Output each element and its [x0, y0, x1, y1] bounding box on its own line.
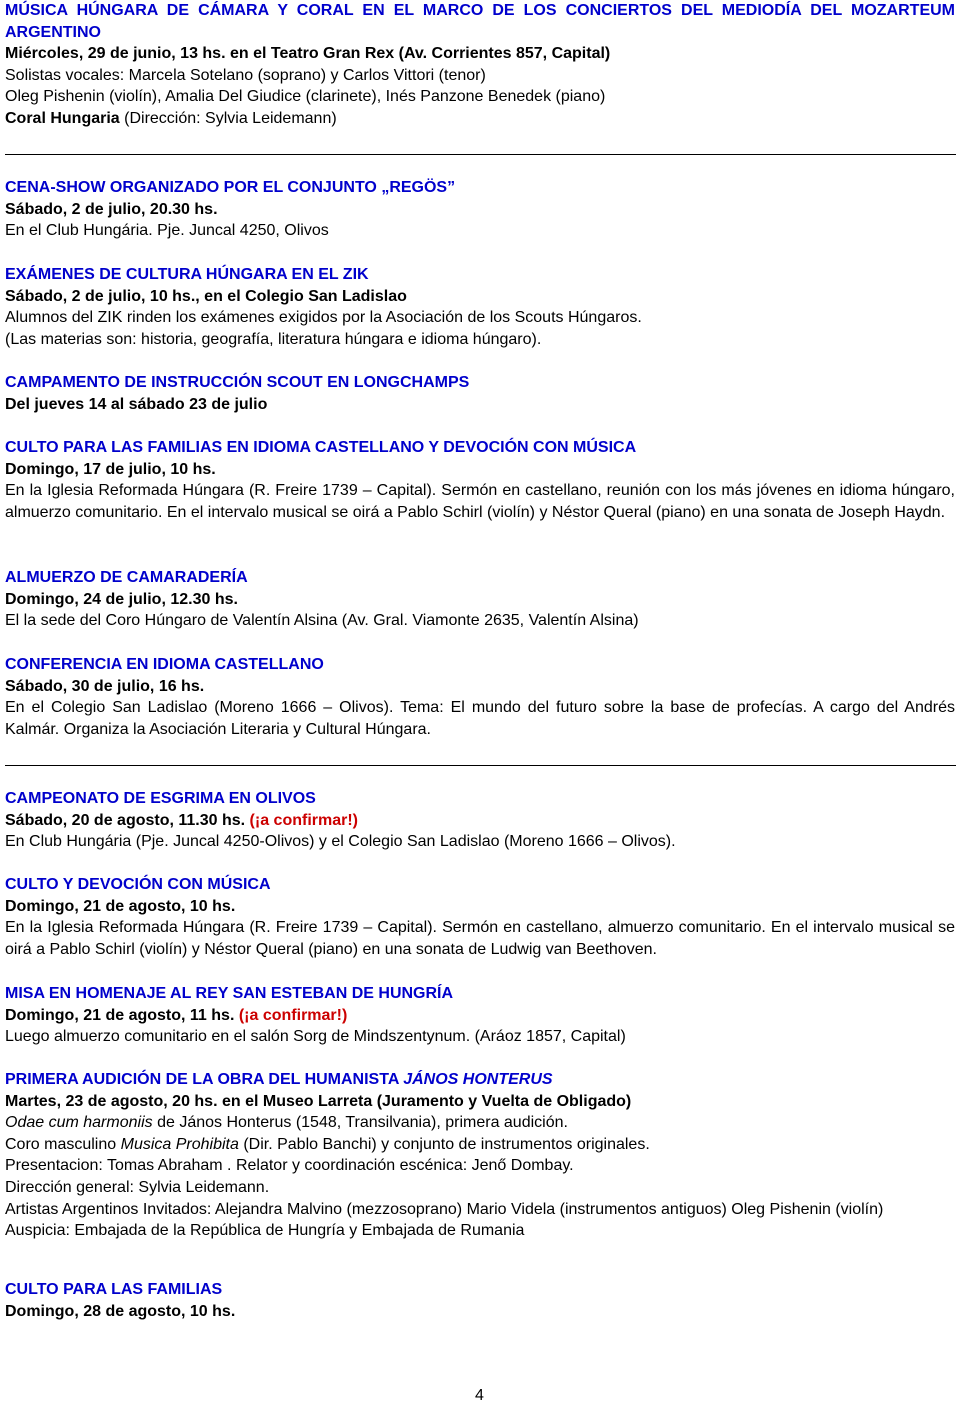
- section-date: Domingo, 21 de agosto, 10 hs.: [5, 897, 236, 915]
- section-text: El la sede del Coro Húngaro de Valentín Alsina (Av. Gral. Viamonte 2635, Valentín Alsina): [5, 612, 639, 630]
- section-text: En la Iglesia Reformada Húngara (R. Freire 1739 – Capital). Sermón en castellano, reunión con los más jóvenes en idioma húngaro, almuerzo comunitario. En el intervalo musical se oirá a Pablo Schirl (violín) y Néstor Queral (piano) en una sonata de Joseph Haydn.: [5, 482, 955, 521]
- confirm-note: (¡a confirmar!): [238, 1006, 348, 1024]
- section-title: MÚSICA HÚNGARA DE CÁMARA Y CORAL EN EL MARCO DE LOS CONCIERTOS DEL MEDIODÍA DEL MOZARTEUM ARGENTINO: [5, 2, 955, 41]
- horizontal-rule: [5, 154, 956, 155]
- section-honterus: [5, 1069, 955, 1242]
- section-text: En el Colegio San Ladislao (Moreno 1666 – Olivos). Tema: El mundo del futuro sobre la base de profecías. A cargo del Andrés Kalmár. Organiza la Asociación Literaria y Cultural Húngara.: [5, 699, 955, 738]
- section-title: CULTO Y DEVOCIÓN CON MÚSICA: [5, 876, 271, 893]
- section-date: Sábado, 2 de julio, 20.30 hs.: [5, 200, 218, 218]
- section-date: Sábado, 2 de julio, 10 hs.: [5, 287, 196, 305]
- section-title-italic: JÁNOS HONTERUS: [403, 1071, 553, 1088]
- section-title: CULTO PARA LAS FAMILIAS: [5, 1281, 223, 1298]
- choir-name: Musica Prohibita: [120, 1135, 239, 1153]
- section-date: Martes, 23 de agosto, 20 hs. en el Museo Larreta (Juramento y Vuelta de Obligado): [5, 1092, 632, 1110]
- section-text: [5, 1134, 955, 1156]
- section-text: Solistas vocales: Marcela Sotelano (soprano) y Carlos Vittori (tenor): [5, 66, 486, 84]
- section-text: Auspicia: Embajada de la República de Hungría y Embajada de Rumania: [5, 1222, 525, 1240]
- section-text: Luego almuerzo comunitario en el salón Sorg de Mindszentynum. (Aráoz 1857, Capital): [5, 1028, 626, 1046]
- section-title: CAMPAMENTO DE INSTRUCCIÓN SCOUT EN LONGCHAMPS: [5, 374, 470, 391]
- work-title: Odae cum harmoniis: [5, 1114, 153, 1132]
- section-date: Domingo, 28 de agosto, 10 hs.: [5, 1302, 236, 1320]
- section-title: MISA EN HOMENAJE AL REY SAN ESTEBAN DE HUNGRÍA: [5, 985, 454, 1002]
- section-cena-show: [5, 177, 955, 242]
- section-date-line: [5, 1005, 955, 1027]
- section-title: CULTO PARA LAS FAMILIAS EN IDIOMA CASTELLANO Y DEVOCIÓN CON MÚSICA: [5, 439, 637, 456]
- section-almuerzo: [5, 567, 955, 632]
- section-title-text: PRIMERA AUDICIÓN DE LA OBRA DEL HUMANISTA: [5, 1071, 404, 1088]
- confirm-note: (¡a confirmar!): [249, 811, 358, 829]
- section-culto-familias-agosto: [5, 1279, 955, 1322]
- section-text: En la Iglesia Reformada Húngara (R. Freire 1739 – Capital). Sermón en castellano, almuerzo comunitario. En el intervalo musical se oirá a Pablo Schirl (violín) y Néstor Queral (piano) en una sonata de Ludwig van Beethoven.: [5, 919, 955, 958]
- section-date: Del jueves 14 al sábado 23 de julio: [5, 395, 268, 413]
- section-text: En el Club Hungária. Pje. Juncal 4250, Olivos: [5, 222, 329, 240]
- section-conferencia: [5, 654, 955, 740]
- choir-director: (Dirección: Sylvia Leidemann): [119, 109, 337, 127]
- section-text: [5, 108, 955, 130]
- section-date: Domingo, 17 de julio, 10 hs.: [5, 460, 216, 478]
- section-date: Domingo, 21 de agosto, 11 hs.: [5, 1006, 235, 1024]
- choir-name: Coral Hungaria: [5, 109, 120, 127]
- section-date: Sábado, 20 de agosto, 11.30 hs.: [5, 811, 246, 829]
- section-title: CENA-SHOW ORGANIZADO POR EL CONJUNTO „REGÖS”: [5, 179, 456, 196]
- section-text: Alumnos del ZIK rinden los exámenes exigidos por la Asociación de los Scouts Húngaros.: [5, 309, 642, 327]
- section-campamento: [5, 372, 955, 415]
- section-title: [5, 1069, 955, 1091]
- section-culto-familias: [5, 437, 955, 523]
- section-title: CONFERENCIA EN IDIOMA CASTELLANO: [5, 656, 324, 673]
- section-title: ALMUERZO DE CAMARADERÍA: [5, 569, 248, 586]
- section-text: (Las materias son: historia, geografía, literatura húngara e idioma húngaro).: [5, 330, 542, 348]
- section-esgrima: [5, 788, 955, 853]
- section-date-location: , en el Colegio San Ladislao: [195, 287, 407, 305]
- section-camara-coral: [5, 0, 955, 130]
- section-title: CAMPEONATO DE ESGRIMA EN OLIVOS: [5, 790, 316, 807]
- choir-details: (Dir. Pablo Banchi) y conjunto de instrumentos originales.: [238, 1135, 650, 1153]
- section-text: Oleg Pishenin (violín), Amalia Del Giudice (clarinete), Inés Panzone Benedek (piano): [5, 88, 606, 106]
- section-text: Dirección general: Sylvia Leidemann.: [5, 1178, 270, 1196]
- section-date-line: [5, 810, 955, 832]
- section-examenes: [5, 264, 955, 350]
- section-date-line: [5, 286, 955, 308]
- section-text: En Club Hungária (Pje. Juncal 4250-Olivos) y el Colegio San Ladislao (Moreno 1666 – Olivos).: [5, 833, 676, 851]
- section-date: Miércoles, 29 de junio, 13 hs. en el Teatro Gran Rex (Av. Corrientes 857, Capital): [5, 45, 611, 63]
- choir-label: Coro masculino: [5, 1135, 121, 1153]
- section-text: [5, 1112, 955, 1134]
- page-number: 4: [475, 1387, 484, 1404]
- section-date: Sábado, 30 de julio, 16 hs.: [5, 677, 205, 695]
- section-text: Artistas Argentinos Invitados: Alejandra Malvino (mezzosoprano) Mario Videla (instrumentos antiguos) Oleg Pishenin (violín): [5, 1200, 884, 1218]
- section-date: Domingo, 24 de julio, 12.30 hs.: [5, 590, 238, 608]
- section-title: EXÁMENES DE CULTURA HÚNGARA EN EL ZIK: [5, 266, 369, 283]
- section-misa: [5, 983, 955, 1048]
- work-description: de János Honterus (1548, Transilvania), primera audición.: [152, 1114, 568, 1132]
- section-culto-devocion: [5, 874, 955, 960]
- section-text: Presentacion: Tomas Abraham . Relator y coordinación escénica: Jenő Dombay.: [5, 1157, 574, 1175]
- horizontal-rule: [5, 765, 956, 766]
